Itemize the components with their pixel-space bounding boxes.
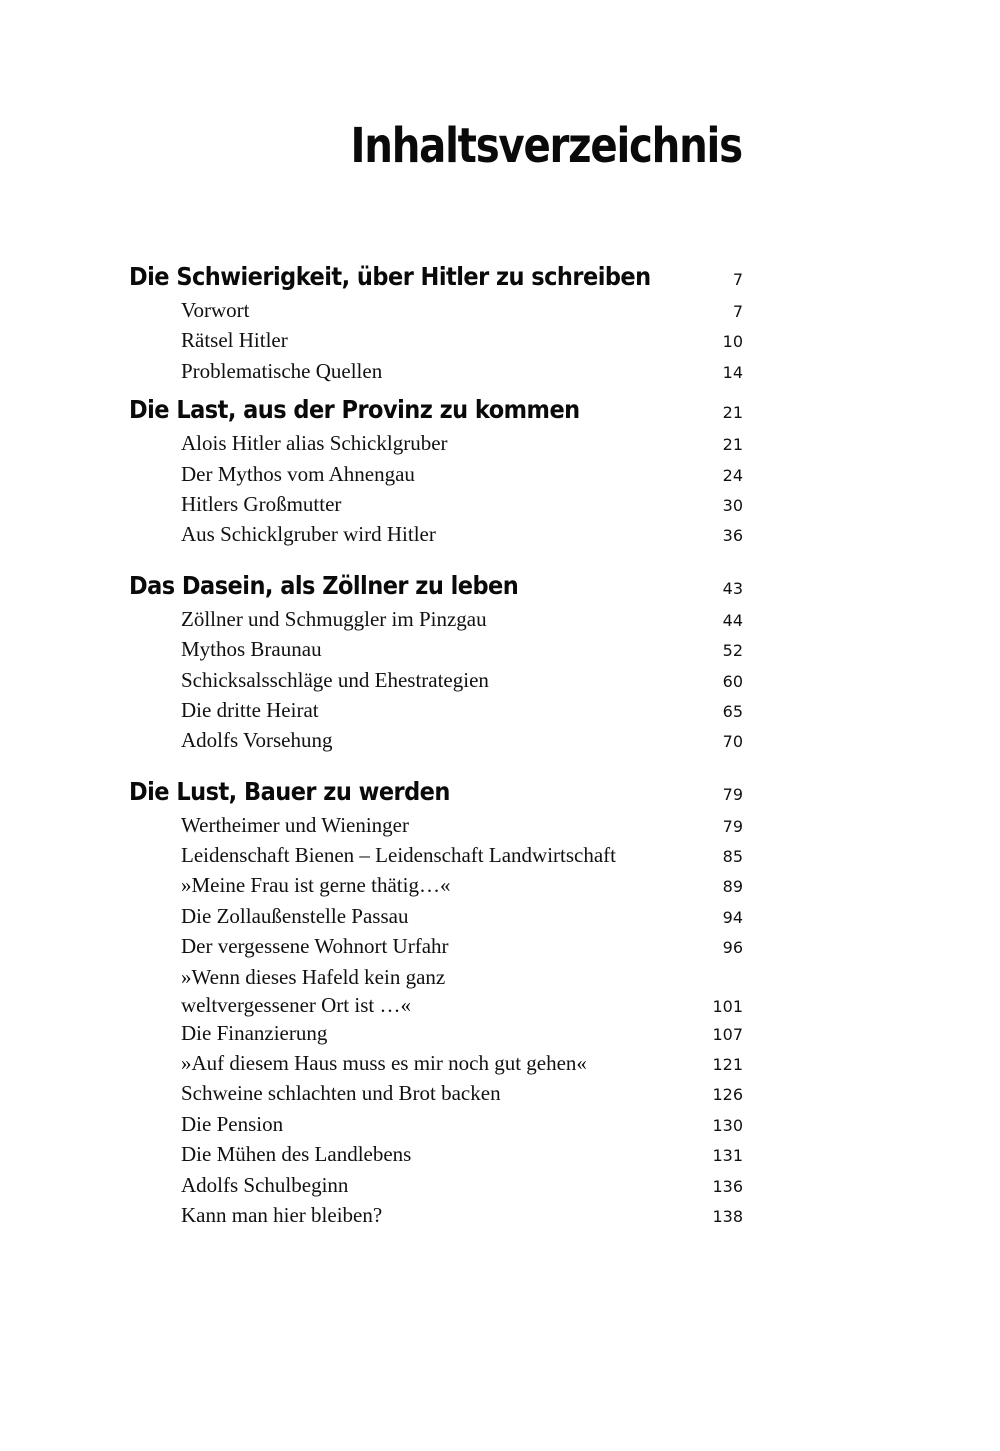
toc-entry bbox=[129, 460, 743, 490]
entry-title: Die dritte Heirat bbox=[181, 697, 319, 722]
entry-page-number: 7 bbox=[732, 302, 743, 321]
entry-title: Schicksalsschläge und Ehestrategien bbox=[181, 667, 489, 692]
entry-page-number: 121 bbox=[712, 1055, 743, 1075]
entry-page-number: 21 bbox=[722, 435, 743, 455]
entry-page-number: 14 bbox=[722, 362, 743, 382]
toc-entry bbox=[129, 1019, 743, 1049]
page-title: Inhaltsverzeichnis bbox=[350, 118, 742, 174]
toc-entry bbox=[129, 357, 743, 387]
entry-page-number: 107 bbox=[712, 1024, 743, 1044]
entry-page-number: 101 bbox=[712, 996, 743, 1016]
chapter-heading-row bbox=[129, 571, 743, 605]
entry-page-number: 10 bbox=[722, 332, 743, 352]
entry-title: Problematische Quellen bbox=[181, 358, 383, 383]
toc-entry bbox=[129, 1201, 743, 1231]
chapter-page-number: 21 bbox=[722, 403, 743, 423]
toc-chapter bbox=[129, 262, 743, 387]
entry-title: Alois Hitler alias Schicklgruber bbox=[181, 431, 448, 456]
entry-title: Zöllner und Schmuggler im Pinzgau bbox=[181, 606, 487, 631]
entry-page-number: 138 bbox=[712, 1206, 743, 1226]
entry-page-number: 65 bbox=[722, 701, 743, 721]
entry-page-number: 85 bbox=[722, 847, 743, 867]
entry-page-number: 126 bbox=[712, 1085, 743, 1105]
entry-page-number: 96 bbox=[722, 938, 743, 958]
entry-title: Kann man hier bleiben? bbox=[181, 1202, 383, 1227]
entry-page-number: 60 bbox=[722, 671, 743, 691]
entry-title: Schweine schlachten und Brot backen bbox=[181, 1081, 501, 1106]
entry-title: Adolfs Schulbeginn bbox=[181, 1172, 349, 1197]
entry-title: Der Mythos vom Ahnengau bbox=[181, 461, 415, 486]
chapter-entry-list bbox=[129, 811, 743, 1232]
entry-title: Die Zollaußenstelle Passau bbox=[181, 903, 409, 928]
toc-entry bbox=[129, 666, 743, 696]
chapter-entry-list bbox=[129, 296, 743, 387]
toc-entry bbox=[129, 605, 743, 635]
entry-title: Die Pension bbox=[181, 1111, 284, 1136]
chapter-entry-list bbox=[129, 605, 743, 757]
chapter-title: Die Schwierigkeit, über Hitler zu schreiben bbox=[129, 262, 651, 291]
entry-title: »Wenn dieses Hafeld kein ganz weltvergessener Ort ist …« bbox=[181, 964, 446, 1017]
chapter-title: Die Lust, Bauer zu werden bbox=[129, 776, 450, 806]
toc-entry bbox=[129, 296, 743, 326]
toc-entry bbox=[129, 902, 743, 932]
entry-title: »Auf diesem Haus muss es mir noch gut gehen« bbox=[181, 1051, 587, 1076]
entry-title: Vorwort bbox=[181, 298, 250, 322]
toc-entry bbox=[129, 490, 743, 520]
toc-entry bbox=[129, 1079, 743, 1109]
entry-title: Hitlers Großmutter bbox=[181, 491, 342, 516]
toc-entry bbox=[129, 326, 743, 356]
entry-title: »Meine Frau ist gerne thätig…« bbox=[181, 873, 451, 898]
chapter-heading-row bbox=[129, 395, 743, 429]
table-of-contents bbox=[129, 262, 743, 1231]
toc-entry bbox=[129, 932, 743, 962]
entry-title: Die Finanzierung bbox=[181, 1020, 328, 1045]
toc-entry bbox=[129, 1140, 743, 1170]
entry-title: Rätsel Hitler bbox=[181, 328, 288, 353]
toc-chapter bbox=[129, 571, 743, 757]
entry-title: Adolfs Vorsehung bbox=[181, 728, 333, 753]
entry-page-number: 94 bbox=[722, 907, 743, 927]
toc-entry bbox=[129, 841, 743, 871]
toc-entry bbox=[129, 726, 743, 756]
entry-page-number: 136 bbox=[712, 1176, 743, 1196]
entry-title: Leidenschaft Bienen – Leidenschaft Landwirtschaft bbox=[181, 843, 616, 868]
toc-entry bbox=[129, 871, 743, 901]
entry-title: Der vergessene Wohnort Urfahr bbox=[181, 934, 449, 959]
chapter-entry-list bbox=[129, 429, 743, 551]
toc-entry bbox=[129, 520, 743, 550]
toc-entry bbox=[129, 1110, 743, 1140]
entry-page-number: 30 bbox=[722, 495, 743, 515]
chapter-page-number: 7 bbox=[732, 270, 743, 289]
entry-page-number: 89 bbox=[722, 877, 743, 897]
toc-chapter bbox=[129, 777, 743, 1232]
entry-page-number: 130 bbox=[712, 1115, 743, 1135]
entry-page-number: 24 bbox=[722, 465, 743, 485]
entry-page-number: 70 bbox=[722, 732, 743, 752]
entry-title: Die Mühen des Landlebens bbox=[181, 1142, 412, 1167]
entry-title: Wertheimer und Wieninger bbox=[181, 812, 409, 837]
toc-entry bbox=[129, 696, 743, 726]
toc-entry bbox=[129, 811, 743, 841]
chapter-page-number: 79 bbox=[722, 784, 743, 804]
entry-page-number: 44 bbox=[722, 610, 743, 630]
chapter-heading-row bbox=[129, 262, 743, 296]
entry-page-number: 52 bbox=[722, 641, 743, 661]
chapter-heading-row bbox=[129, 777, 743, 811]
entry-title: Aus Schicklgruber wird Hitler bbox=[181, 522, 436, 547]
entry-page-number: 79 bbox=[722, 816, 743, 836]
toc-entry bbox=[129, 429, 743, 459]
toc-entry bbox=[129, 963, 743, 1019]
chapter-title: Die Last, aus der Provinz zu kommen bbox=[129, 395, 580, 425]
toc-entry bbox=[129, 1049, 743, 1079]
entry-title: Mythos Braunau bbox=[181, 637, 322, 662]
toc-entry bbox=[129, 635, 743, 665]
toc-entry bbox=[129, 1171, 743, 1201]
toc-chapter bbox=[129, 395, 743, 551]
entry-page-number: 131 bbox=[712, 1146, 743, 1166]
chapter-page-number: 43 bbox=[722, 578, 743, 598]
chapter-title: Das Dasein, als Zöllner zu leben bbox=[129, 570, 519, 600]
entry-page-number: 36 bbox=[722, 526, 743, 546]
